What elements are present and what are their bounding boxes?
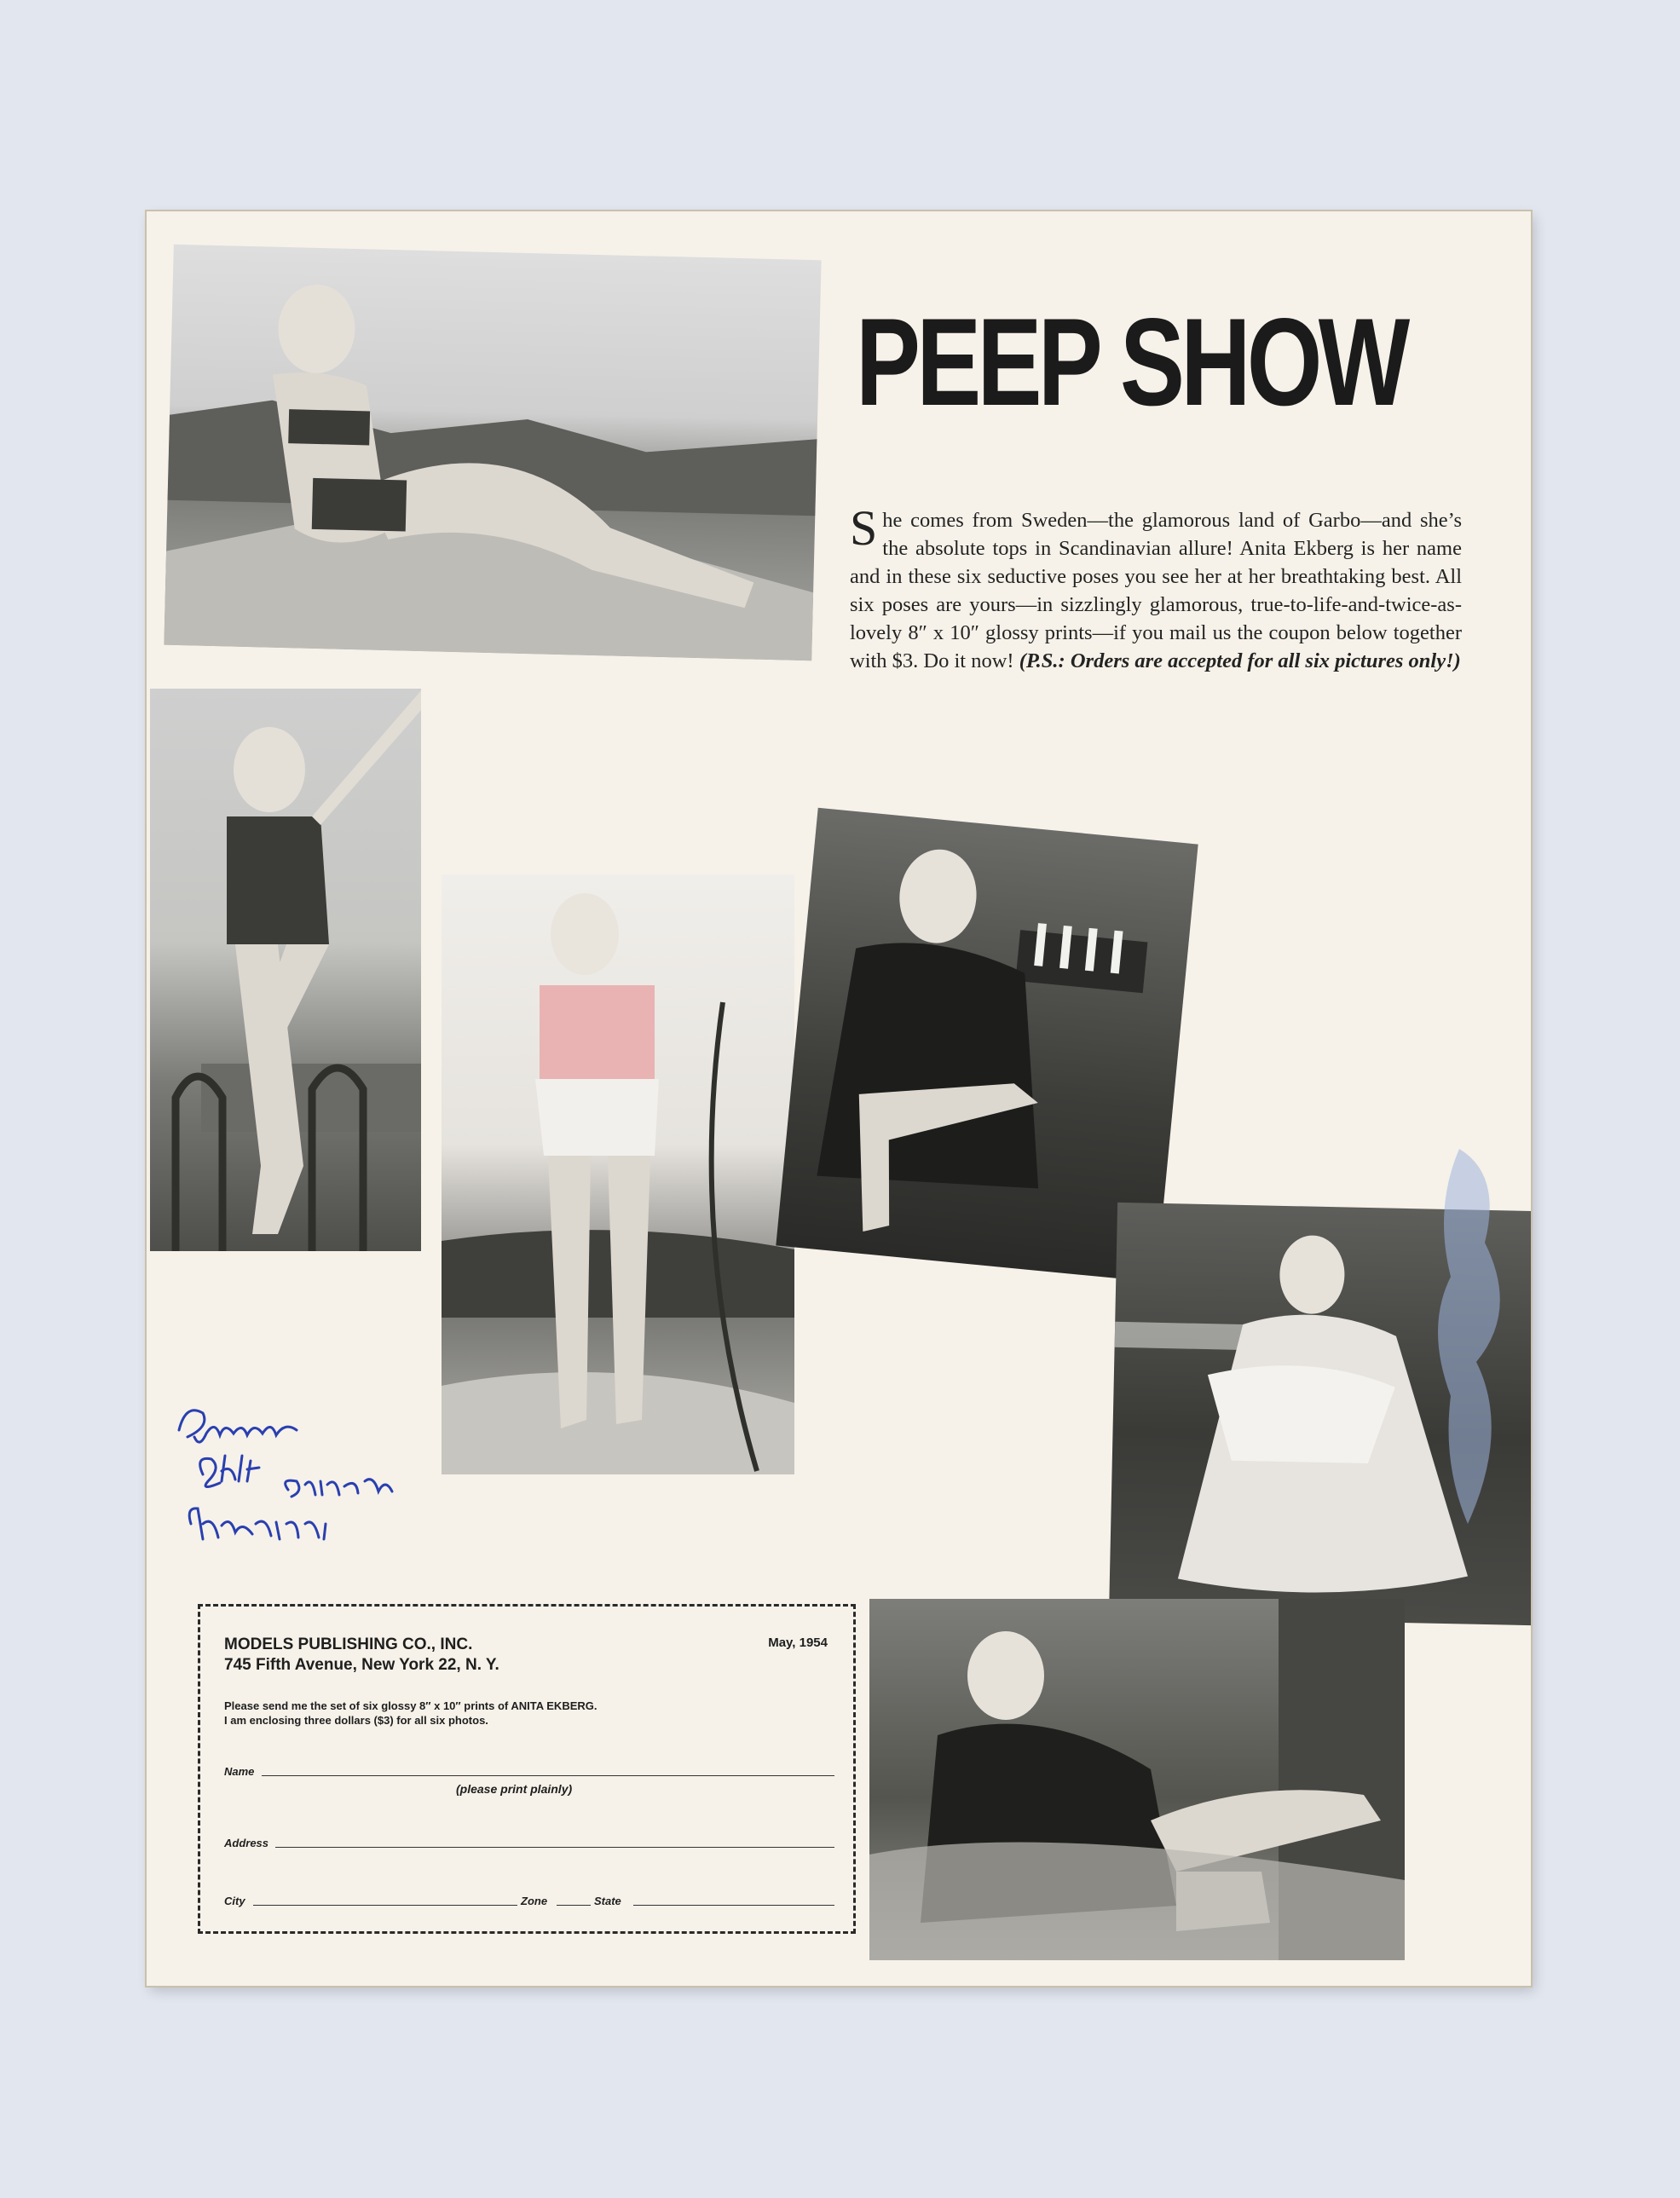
order-coupon[interactable]: [198, 1604, 856, 1934]
state-label: State: [594, 1895, 621, 1907]
coupon-request: [224, 1699, 838, 1728]
name-label: Name: [224, 1765, 255, 1778]
state-field[interactable]: [633, 1905, 834, 1906]
city-label: City: [224, 1895, 245, 1907]
photo-bow-archer: [442, 874, 794, 1474]
coupon-date: May, 1954: [768, 1636, 828, 1650]
address-field[interactable]: [275, 1847, 834, 1848]
page-title: PEEP SHOW: [856, 292, 1406, 431]
photo-pool-ladder: [150, 689, 421, 1251]
ink-stain: [1425, 1140, 1527, 1532]
article-body: [850, 500, 1462, 675]
coupon-company: MODELS PUBLISHING CO., INC.: [224, 1636, 473, 1653]
article-note: (P.S.: Orders are accepted for all six pictures only!): [1019, 649, 1461, 672]
photo-reclining: [869, 1599, 1405, 1960]
drop-cap: S: [850, 500, 878, 556]
coupon-request-line-1: Please send me the set of six glossy 8″ x 10″ prints of ANITA EKBERG.: [224, 1699, 598, 1712]
zone-label: Zone: [521, 1895, 548, 1907]
photo-bikini-rock: [164, 245, 821, 661]
coupon-address: 745 Fifth Avenue, New York 22, N. Y.: [224, 1656, 499, 1674]
city-field[interactable]: [253, 1905, 517, 1906]
coupon-request-line-2: I am enclosing three dollars ($3) for all six photos.: [224, 1714, 488, 1727]
name-hint: (please print plainly): [456, 1782, 573, 1796]
zone-field[interactable]: [557, 1905, 591, 1906]
article-text: he comes from Sweden—the glamorous land of Garbo—and she’s the absolute tops in Scandinavian allure! Anita Ekberg is her name and in these six seductive poses you see her at her breathtaking best. All six poses are yours—in sizzlingly glamorous, true-to-life-and-twice-as-lovely 8″ x 10″ glossy prints—if you mail us the coupon below together with $3. Do it now!: [850, 509, 1462, 672]
magazine-back-cover: [147, 211, 1531, 1986]
address-label: Address: [224, 1837, 269, 1849]
handwritten-signature: [169, 1396, 433, 1566]
name-field[interactable]: [262, 1775, 834, 1776]
